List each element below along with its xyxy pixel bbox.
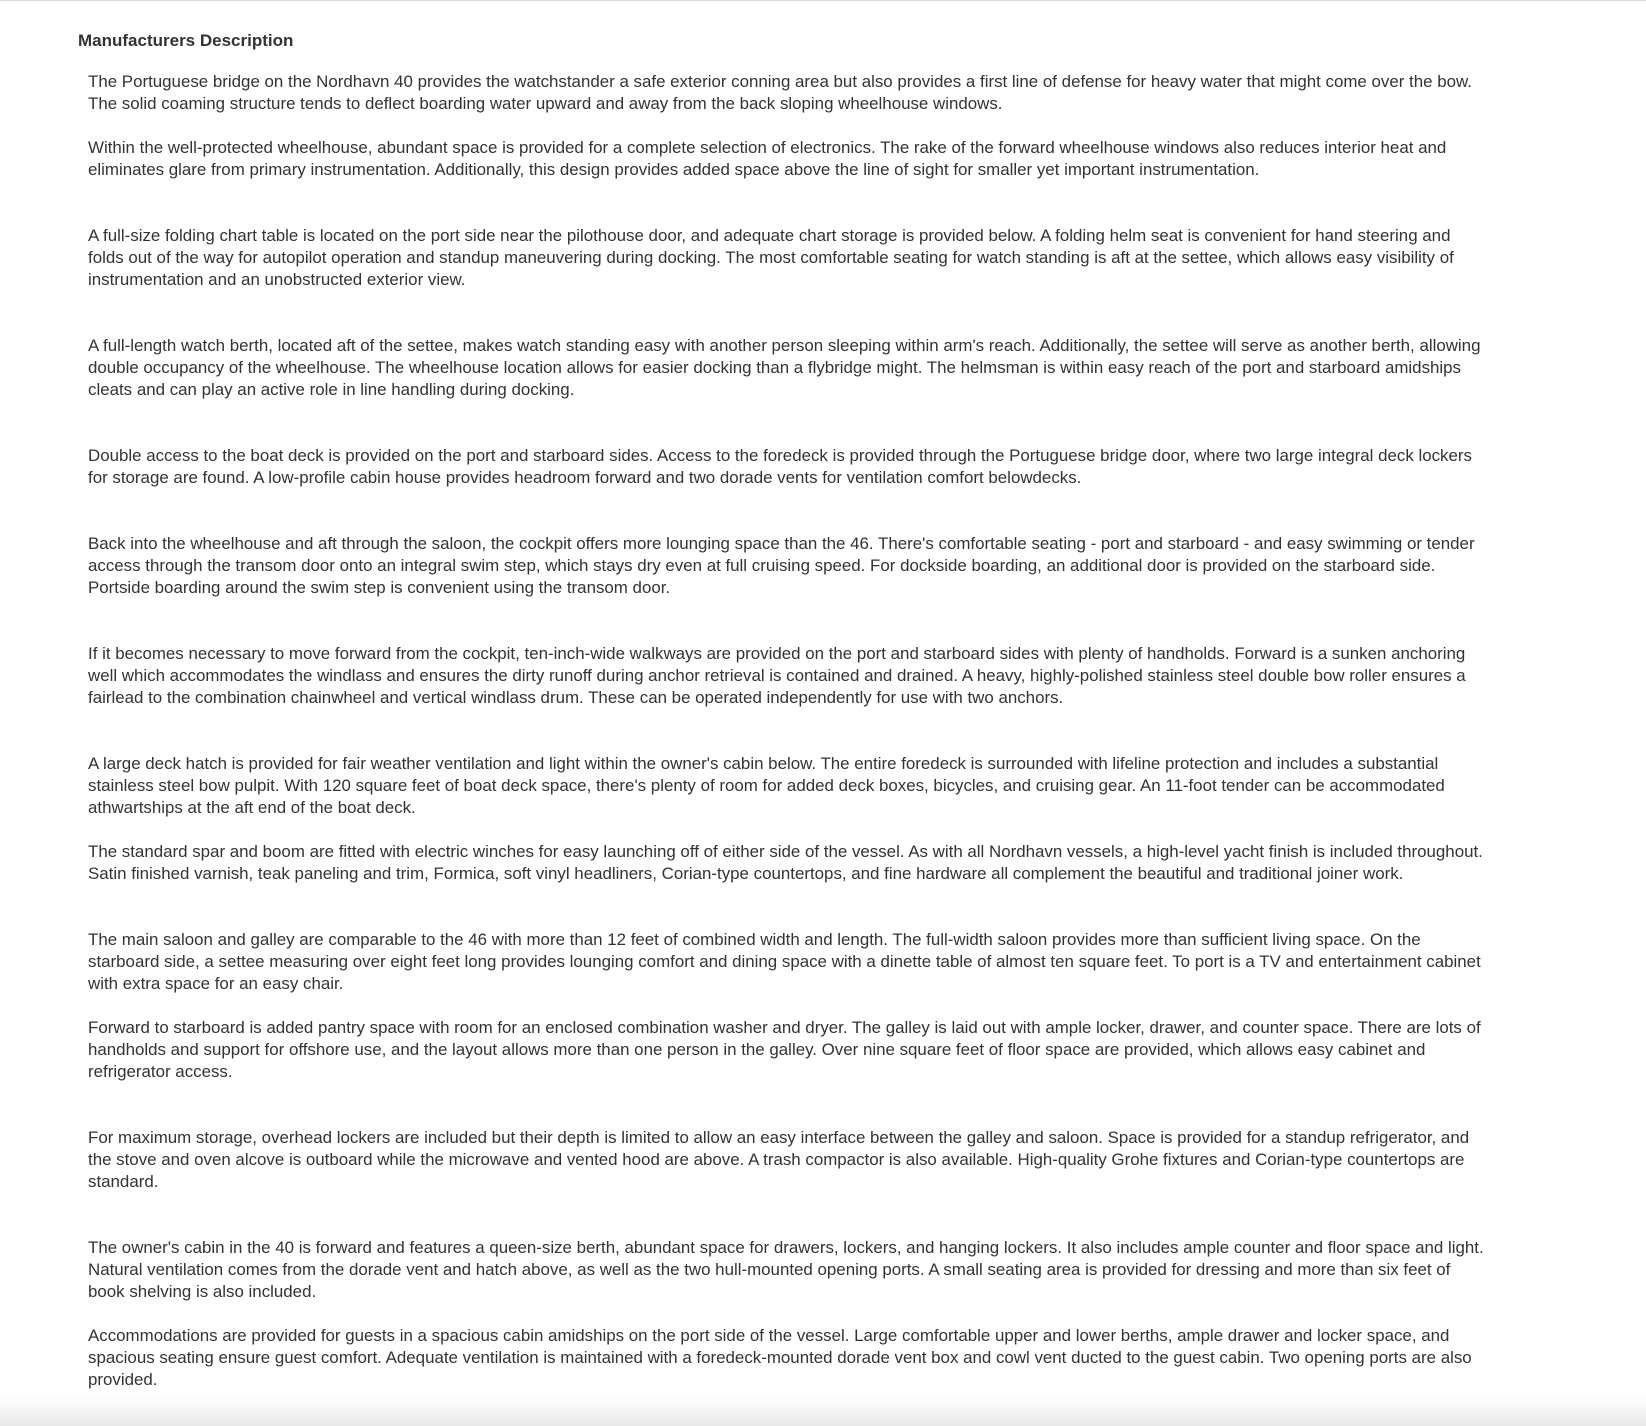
description-paragraph: Double access to the boat deck is provided on the port and starboard sides. Access to the foredeck is provided through the Portuguese bridge door, where two large integral deck lockers for storage are found. A low-profile cabin house provides headroom forward and two dorade vents for ventilation comfort belowdecks.	[88, 446, 1472, 487]
description-body	[88, 71, 1484, 1391]
description-paragraph: A large deck hatch is provided for fair weather ventilation and light within the owner's cabin below. The entire foredeck is surrounded with lifeline protection and includes a substantial stainless steel bow pulpit. With 120 square feet of boat deck space, there's plenty of room for added deck boxes, bicycles, and cruising gear. An 11-foot tender can be accommodated athwartships at the aft end of the boat deck.	[88, 754, 1445, 817]
description-paragraph: The standard spar and boom are fitted with electric winches for easy launching off of either side of the vessel. As with all Nordhavn vessels, a high-level yacht finish is included throughout. Satin finished varnish, teak paneling and trim, Formica, soft vinyl headliners, Corian-type countertops, and fine hardware all complement the beautiful and traditional joiner work.	[88, 842, 1483, 883]
top-divider	[0, 0, 1646, 1]
description-paragraph: The Portuguese bridge on the Nordhavn 40 provides the watchstander a safe exterior conning area but also provides a first line of defense for heavy water that might come over the bow. The solid coaming structure tends to deflect boarding water upward and away from the back sloping wheelhouse windows.	[88, 72, 1472, 113]
description-paragraph: For maximum storage, overhead lockers are included but their depth is limited to allow an easy interface between the galley and saloon. Space is provided for a standup refrigerator, and the stove and oven alcove is outboard while the microwave and vented hood are above. A trash compactor is also available. High-quality Grohe fixtures and Corian-type countertops are standard.	[88, 1128, 1470, 1191]
description-paragraph: A full-size folding chart table is located on the port side near the pilothouse door, and adequate chart storage is provided below. A folding helm seat is convenient for hand steering and folds out of the way for autopilot operation and standup maneuvering during docking. The most comfortable seating for watch standing is aft at the settee, which allows easy visibility of instrumentation and an unobstructed exterior view.	[88, 226, 1454, 289]
description-paragraph: Within the well-protected wheelhouse, abundant space is provided for a complete selection of electronics. The rake of the forward wheelhouse windows also reduces interior heat and eliminates glare from primary instrumentation. Additionally, this design provides added space above the line of sight for smaller yet important instrumentation.	[88, 138, 1447, 179]
description-paragraph: Back into the wheelhouse and aft through the saloon, the cockpit offers more lounging space than the 46. There's comfortable seating - port and starboard - and easy swimming or tender access through the transom door onto an integral swim step, which stays dry even at full cruising speed. For dockside boarding, an additional door is provided on the starboard side. Portside boarding around the swim step is convenient using the transom door.	[88, 534, 1475, 597]
section-heading: Manufacturers Description	[78, 31, 294, 50]
description-paragraph: The main saloon and galley are comparable to the 46 with more than 12 feet of combined width and length. The full-width saloon provides more than sufficient living space. On the starboard side, a settee measuring over eight feet long provides lounging comfort and dining space with a dinette table of almost ten square feet. To port is a TV and entertainment cabinet with extra space for an easy chair.	[88, 930, 1481, 993]
bottom-scroll-fade	[0, 1396, 1646, 1426]
description-paragraph: Forward to starboard is added pantry space with room for an enclosed combination washer and dryer. The galley is laid out with ample locker, drawer, and counter space. There are lots of handholds and support for offshore use, and the layout allows more than one person in the galley. Over nine square feet of floor space are provided, which allows easy cabinet and refrigerator access.	[88, 1018, 1481, 1081]
description-paragraph: The owner's cabin in the 40 is forward and features a queen-size berth, abundant space for drawers, lockers, and hanging lockers. It also includes ample counter and floor space and light. Natural ventilation comes from the dorade vent and hatch above, as well as the two hull-mounted opening ports. A small seating area is provided for dressing and more than six feet of book shelving is also included.	[88, 1238, 1484, 1301]
description-paragraph: A full-length watch berth, located aft of the settee, makes watch standing easy with another person sleeping within arm's reach. Additionally, the settee will serve as another berth, allowing double occupancy of the wheelhouse. The wheelhouse location allows for easier docking than a flybridge might. The helmsman is within easy reach of the port and starboard amidships cleats and can play an active role in line handling during docking.	[88, 336, 1481, 399]
description-paragraph: Accommodations are provided for guests in a spacious cabin amidships on the port side of the vessel. Large comfortable upper and lower berths, ample drawer and locker space, and spacious seating ensure guest comfort. Adequate ventilation is maintained with a foredeck-mounted dorade vent box and cowl vent ducted to the guest cabin. Two opening ports are also provided.	[88, 1326, 1472, 1389]
description-paragraph: If it becomes necessary to move forward from the cockpit, ten-inch-wide walkways are provided on the port and starboard sides with plenty of handholds. Forward is a sunken anchoring well which accommodates the windlass and ensures the dirty runoff during anchor retrieval is contained and drained. A heavy, highly-polished stainless steel double bow roller ensures a fairlead to the combination chainwheel and vertical windlass drum. These can be operated independently for use with two anchors.	[88, 644, 1466, 707]
